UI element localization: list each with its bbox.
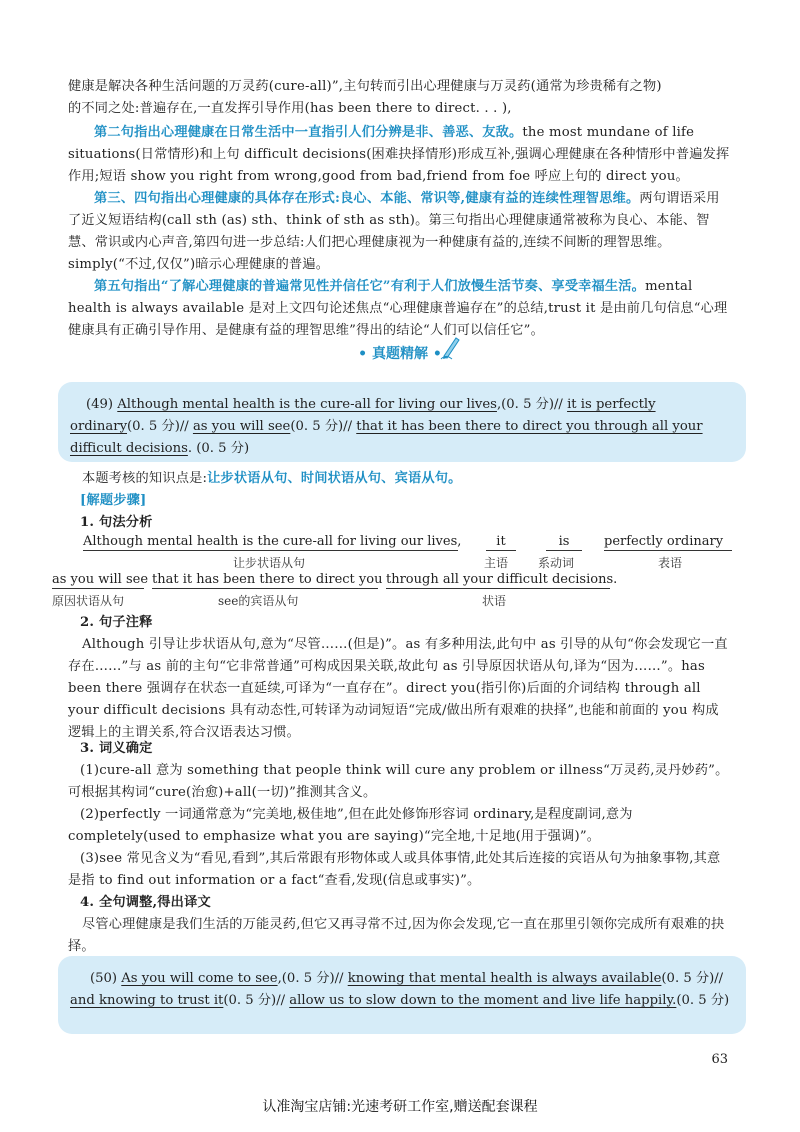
q50-score-4: (0. 5 分) — [676, 993, 730, 1008]
syntax-row1-label1: 让步状语从句 — [233, 556, 306, 570]
q50-score-1: ,(0. 5 分)// — [277, 971, 348, 986]
q50-segment-1: As you will come to see — [121, 971, 278, 986]
knowledge-points — [68, 468, 732, 490]
step-3-item-1: (1)cure-all 意为 something that people think will cure any problem or illness“万灵药,灵丹妙药”。可根据其构词“cure(治愈)+all(一切)”推测其含义。 — [68, 763, 729, 800]
intro-p4-text: mental health is always available 是对上文四句论述焦点“心理健康普遍存在”的总结,trust it 是由前几句信息“心理健康具有正确引导作用、是健康有益的理智思维”得出的结论“人们可以信任它”。 — [68, 279, 728, 338]
intro-p4-highlight: 第五句指出“了解心理健康的普遍常见性并信任它”有利于人们放慢生活节奏、享受幸福生活。 — [94, 279, 646, 294]
syntax-row1-seg1: Although mental health is the cure-all for living our lives, — [83, 534, 462, 549]
intro-p3-text: 两句谓语采用了近义短语结构(call sth (as) sth、think of sth as sth)。第三句指出心理健康通常被称为良心、本能、智慧、常识或内心声音,第四句进一步总结:人们把心理健康视为一种健康有益的,连续不间断的理智思维。simply(“不过,仅仅”)暗示心理健康的普遍。 — [68, 191, 720, 272]
syntax-row1-label4: 表语 — [658, 556, 683, 570]
syntax-analysis — [52, 534, 732, 614]
q49-segment-3: as you will see — [192, 419, 291, 434]
knowledge-prefix: 本题考核的知识点是: — [82, 471, 208, 486]
intro-paragraph-2 — [68, 122, 732, 188]
syntax-row2-seg1: as you will see — [52, 572, 149, 587]
question-50-box — [58, 956, 746, 1034]
q50-segment-4: allow us to slow down to the moment and live life happily. — [289, 993, 677, 1008]
q49-score-2: (0. 5 分)// — [127, 419, 193, 434]
syntax-row2-seg3: through all your difficult decisions. — [386, 572, 618, 587]
intro-p2-highlight: 第二句指出心理健康在日常生活中一直指引人们分辨是非、善恶、友敌。 — [94, 125, 523, 140]
steps-heading: [解题步骤] — [80, 493, 147, 508]
section-banner-label: • 真题精解 • — [340, 340, 460, 366]
intro-paragraph-3 — [68, 188, 732, 276]
q49-score-4: . (0. 5 分) — [187, 441, 250, 456]
q50-score-3: (0. 5 分)// — [223, 993, 290, 1008]
q50-number: (50) — [90, 971, 122, 986]
intro-paragraph-1 — [68, 76, 732, 120]
q49-score-1: ,(0. 5 分)// — [496, 397, 568, 412]
q49-segment-1: Although mental health is the cure-all for living our lives — [117, 397, 497, 412]
section-banner — [0, 340, 800, 366]
syntax-row2-label1: 原因状语从句 — [52, 594, 125, 608]
syntax-row1-seg2: it — [486, 534, 516, 551]
q49-segment-2: it is perfectly ordinary — [70, 397, 656, 434]
intro-p2-text: the most mundane of life situations(日常情形)和上句 difficult decisions(困难抉择情形)形成互补,强调心理健康在各种情形中普遍发挥作用;短语 show you right from wrong,good from bad,friend from foe 呼应上句的 direct you。 — [68, 125, 730, 184]
syntax-row1-seg4: perfectly ordinary — [604, 534, 732, 551]
step-1-title: 1. 句法分析 — [80, 515, 153, 530]
knowledge-highlight: 让步状语从句、时间状语从句、宾语从句。 — [207, 471, 462, 486]
intro-p3-highlight: 第三、四句指出心理健康的具体存在形式:良心、本能、常识等,健康有益的连续性理智思维。 — [94, 191, 640, 206]
step-3-item-3: (3)see 常见含义为“看见,看到”,其后常跟有形物体或人或具体事情,此处其后连接的宾语从句为抽象事物,其意是指 to find out information or a fact“查看,发现(信息或事实)”。 — [68, 851, 721, 888]
step-2-title: 2. 句子注释 — [80, 615, 153, 630]
intro-line-2: 的不同之处:普遍存在,一直发挥引导作用(has been there to direct. . . ), — [68, 101, 512, 116]
step-2-body: Although 引导让步状语从句,意为“尽管……(但是)”。as 有多种用法,此句中 as 引导的从句“你会发现它一直存在……”与 as 前的主句“它非常普通”可构成因果关联,故此句 as 引导原因状语从句,译为“因为……”。has been there 强调存在状态一直延续,可译为“一直存在”。direct you(指引你)后面的介词结构 through all your difficult decisions 具有动态性,可转译为动词短语“完成/做出所有艰难的抉择”,也能和前面的 you 构成逻辑上的主谓关系,符合汉语表达习惯。 — [68, 637, 728, 740]
syntax-row2-seg2: that it has been there to direct you — [152, 572, 383, 587]
pen-icon — [440, 334, 462, 360]
step-3-item-2: (2)perfectly 一词通常意为“完美地,极佳地”,但在此处修饰形容词 ordinary,是程度副词,意为 completely(used to emphasize what you are saying)“完全地,十足地(用于强调)”。 — [68, 807, 633, 844]
intro-paragraph-4 — [68, 276, 732, 342]
q50-segment-2: knowing that mental health is always available — [347, 971, 662, 986]
syntax-row2-label3: 状语 — [482, 594, 507, 608]
syntax-row1-label3: 系动词 — [538, 556, 575, 570]
syntax-row2-label2: see的宾语从句 — [218, 594, 299, 608]
question-49-box — [58, 382, 746, 462]
step-3-title: 3. 词义确定 — [80, 741, 153, 756]
syntax-row1-seg3: is — [546, 534, 582, 551]
q49-segment-4: that it has been there to direct you through all your difficult decisions — [70, 419, 703, 456]
syntax-row1-label2: 主语 — [484, 556, 509, 570]
intro-line-1: 健康是解决各种生活问题的万灵药(cure-all)”,主句转而引出心理健康与万灵药(通常为珍贵稀有之物) — [68, 79, 662, 94]
footer-watermark: 认准淘宝店铺:光速考研工作室,赠送配套课程 — [262, 1099, 538, 1115]
q49-score-3: (0. 5 分)// — [290, 419, 357, 434]
q49-number: (49) — [86, 397, 114, 412]
step-4-body: 尽管心理健康是我们生活的万能灵药,但它又再寻常不过,因为你会发现,它一直在那里引领你完成所有艰难的抉择。 — [68, 917, 725, 954]
page-number: 63 — [711, 1052, 728, 1067]
q50-segment-3: and knowing to trust it — [70, 993, 224, 1008]
step-4-title: 4. 全句调整,得出译文 — [80, 895, 211, 910]
q50-score-2: (0. 5 分)// — [661, 971, 724, 986]
